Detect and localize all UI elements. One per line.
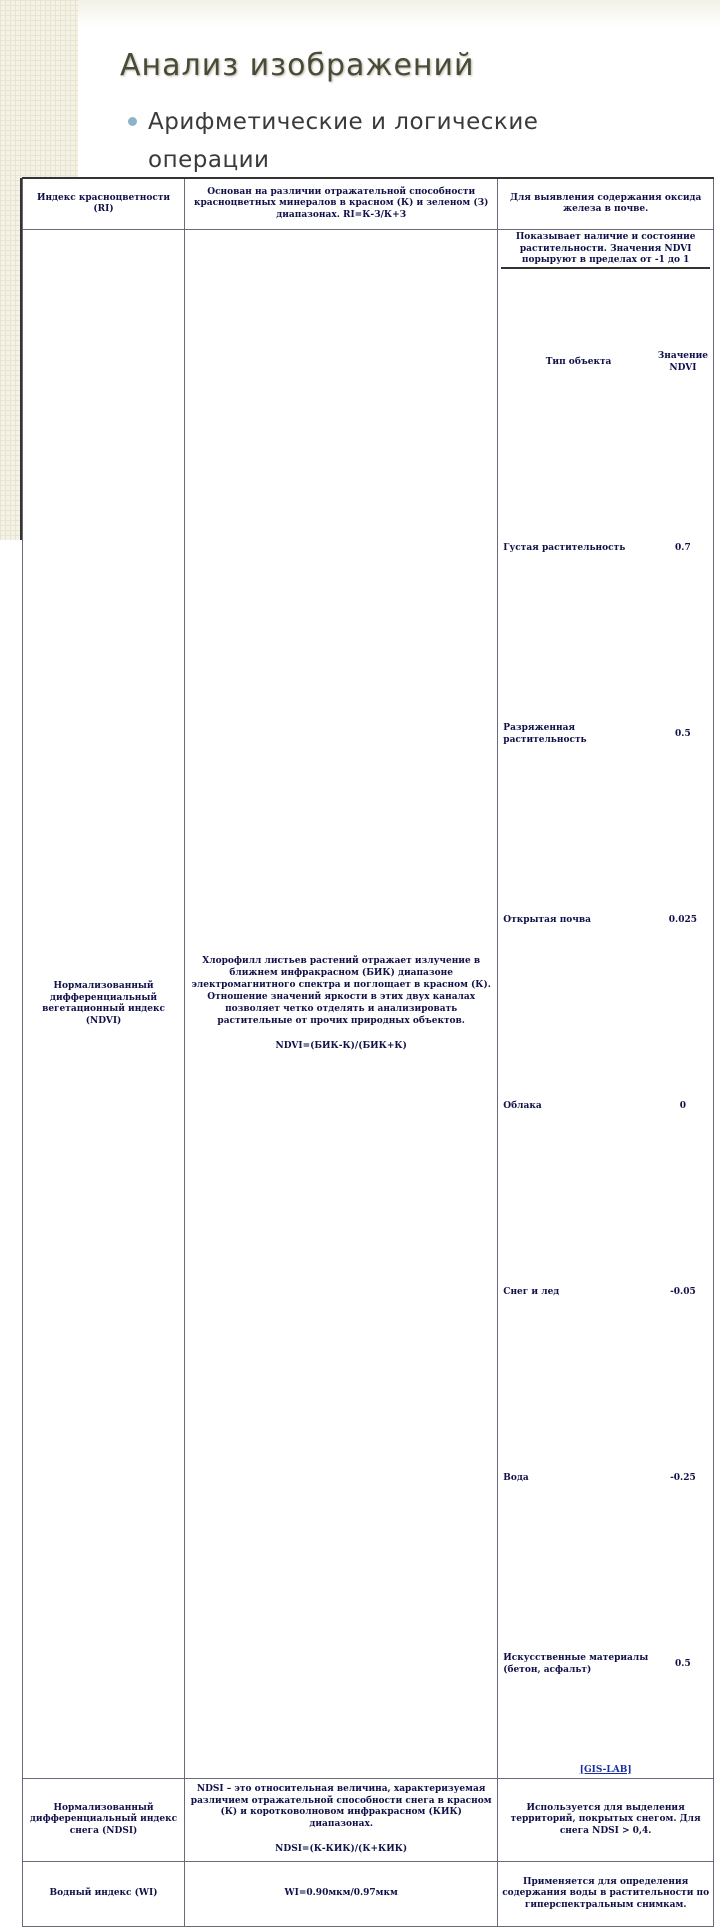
- index-usage: Для выявления содержания оксида железа в почве.: [498, 178, 714, 230]
- list-item: [501, 455, 710, 641]
- object-value: -0.05: [670, 1286, 696, 1297]
- index-name: Индекс красноцветности (RI): [23, 178, 185, 230]
- index-usage: [498, 230, 714, 1779]
- bullet-dot-icon: [128, 117, 137, 126]
- index-description-text: Основан на различии отражательной способности красноцветных минералов в красном (К) и зеленом (З) диапазонах.: [193, 186, 489, 220]
- object-type: Снег и лед: [503, 1286, 560, 1297]
- object-type: Вода: [503, 1472, 529, 1483]
- indices-table: [22, 177, 714, 1927]
- list-item: [501, 1571, 710, 1757]
- object-value: 0.7: [675, 542, 691, 553]
- list-item: [501, 641, 710, 827]
- index-name: Нормализованный дифференциальный индекс снега (NDSI): [23, 1779, 185, 1862]
- value-header: Значение NDVI: [656, 268, 710, 455]
- object-type: Разряженная растительность: [503, 722, 587, 745]
- index-description-text: NDSI – это относительная величина, характеризуемая различием отражательной способности снега в красном (К) и коротковолновом инфракрасном (КИК) диапазонах.: [190, 1784, 492, 1829]
- bullet-text: Арифметические и логические операции: [148, 109, 539, 173]
- object-type: Густая растительность: [503, 542, 626, 553]
- index-description: [185, 1779, 498, 1862]
- objects-header: Тип объекта: [501, 268, 655, 455]
- slide-title: Анализ изображений: [120, 48, 475, 83]
- table-row: [23, 1779, 714, 1862]
- object-value: 0.5: [675, 1658, 691, 1669]
- index-usage: Применяется для определения содержания воды в растительности по гиперспектральным снимкам.: [498, 1862, 714, 1927]
- index-description: [185, 230, 498, 1779]
- table-row: [23, 230, 714, 1779]
- index-formula: NDVI=(БИК-К)/(БИК+К): [275, 1041, 407, 1052]
- index-description-text: Хлорофилл листьев растений отражает излучение в ближнем инфракрасном (БИК) диапазоне электромагнитного спектра и поглощает в красном (К). Отношение значений яркости в этих двух каналах позволяет четко отделять и анализировать растительные от прочих природных объектов.: [191, 956, 491, 1027]
- ndvi-values-table: [501, 267, 710, 1757]
- object-type: Открытая почва: [503, 914, 591, 925]
- index-formula-inline: RI=К-З/К+З: [342, 209, 407, 220]
- index-usage: Используется для выделения территорий, покрытых снегом. Для снега NDSI > 0,4.: [498, 1779, 714, 1862]
- index-description: [185, 178, 498, 230]
- table-row: [23, 178, 714, 230]
- object-type: Искусственные материалы (бетон, асфальт): [503, 1652, 649, 1675]
- index-name: Водный индекс (WI): [23, 1862, 185, 1927]
- object-value: 0: [679, 1100, 687, 1111]
- index-formula: NDSI=(К-КИК)/(К+КИК): [275, 1844, 408, 1855]
- source-link[interactable]: [GIS-LAB]: [579, 1764, 632, 1775]
- table-row: [23, 1862, 714, 1927]
- object-type: Облака: [503, 1100, 542, 1111]
- decorative-top-strip: [78, 0, 720, 28]
- index-formula: WI=0.90мкм/0.97мкм: [185, 1862, 498, 1927]
- list-item: [501, 1385, 710, 1571]
- list-item: [501, 827, 710, 1013]
- usage-intro: Показывает наличие и состояние растительности. Значения NDVI порыруют в пределах от -1 до 1: [515, 232, 696, 265]
- list-item: [501, 268, 710, 455]
- object-value: 0.025: [668, 914, 697, 925]
- object-value: -0.25: [670, 1472, 696, 1483]
- list-item: [501, 1013, 710, 1199]
- index-name: Нормализованный дифференциальный вегетационный индекс (NDVI): [23, 230, 185, 1779]
- object-value: 0.5: [675, 728, 691, 739]
- list-item: [501, 1199, 710, 1385]
